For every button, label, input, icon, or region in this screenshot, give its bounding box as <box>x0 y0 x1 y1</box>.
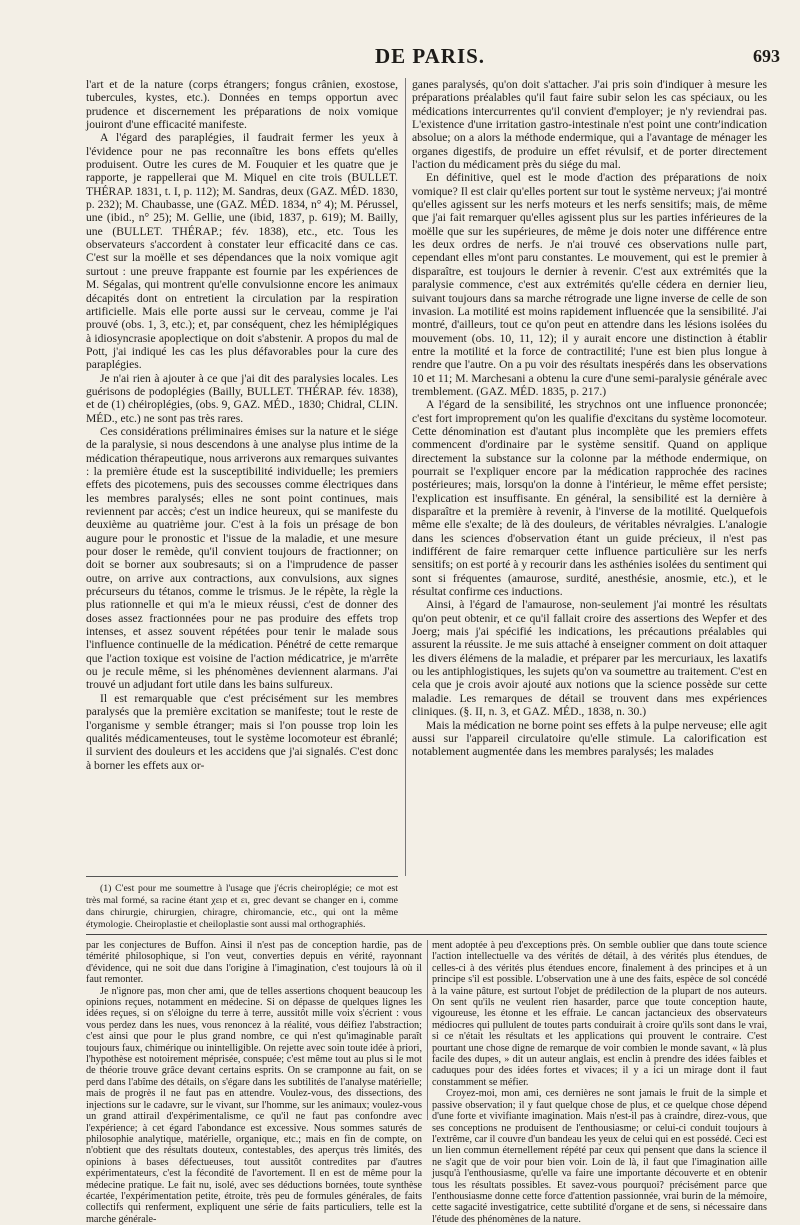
page-header <box>80 44 780 68</box>
paragraph: Ces considérations préliminaires émises sur la nature et le siége de la paralysie, si nous descendons à une analyse plus intime de la médication thérapeutique, nous arriverons aux remarques suivantes : la première étude est la susceptibilité individuelle; les premiers effets des picotemens, puis des secousses comme électriques dans les membres paralysés; elles ne sont point continues, mais reviennent par accès; c'est un indice heureux, qui se manifeste du deuxième au quatrième jour. C'est à la fois un présage de bon augure pour le pronostic et l'issue de la maladie, et une mesure pour doser le remède, qu'il convient toujours de fractionner; on doit se borner aux soubresauts; si on a l'imprudence de passer outre, on arrive aux contractions, aux convulsions, aux signes précurseurs du tétanos, comme le trismus. Je le répète, la règle la plus rationnelle et qui m'a le mieux réussi, c'est de donner des doses assez fractionnées pour ne pas produire des effets trop intenses, et assez souvent répétées pour tenir le malade sous l'influence continuelle de la médication. Pénétré de cette remarque que l'action toxique est voisine de l'action médicatrice, je m'arrête ou je recule même, si les phénomènes deviennent alarmans. J'ai trouvé un adjudant fort utile dans les bains sulfureux. <box>86 424 398 692</box>
paragraph: En définitive, quel est le mode d'action des préparations de noix vomique? Il est clair qu'elles portent sur tout le système nerveux; j'ai montré qu'elles agissent sur les nerfs moteurs et les nerfs sensitifs; mais, de même que j'ai fait remarquer qu'elles agissent plus sur les parties inférieures de la moëlle que sur les supérieures, de même je dois noter une différence entre les deux ordres de nerfs. Je n'ai trouvé ces observations nulle part, cependant elles m'ont paru constantes. Le mouvement, qui est le premier à disparaître, est toujours le dernier à revenir. C'est aux extrémités que la paralysie commence, c'est aux extrémités qu'elle cédera en dernier lieu, suivant toujours dans sa marche rétrograde une ligne inverse de celle de son invasion. La motilité est moins rapidement influencée que la sensibilité. J'ai montré, d'ailleurs, tout ce qu'on peut en attendre dans les lésions isolées du mouvement (obs. 10, 11, 12); il y aurait encore une distinction à établir entre la motilité et la force de contractilité; l'une est bien plus longue à rendre que l'autre. On a pu voir des résultats inespérés dans les observations 10 et 11; M. Marchesani a obtenu la cure d'une semi-paralysie générale avec tremblement. (GAZ. MÉD. 1835, p. 217.) <box>412 171 767 398</box>
column-left-upper <box>86 78 398 878</box>
paragraph: Croyez-moi, mon ami, ces dernières ne sont jamais le fruit de la simple et passive observation; il y faut quelque chose de plus, et ce quelque chose dépend d'une forte et vivifiante imagination. Mais n'est-il pas à craindre, direz-vous, que ses conceptions ne produisent de l'enthousiasme; or celui-ci conduit toujours à l'extrême, car il couvre d'un bandeau les yeux de celui qui en est possédé. Ceci est un lien commun éternellement répété par ceux qui pensent que dans la science il ne s'agit que de voir pour bien voir. Loin de là, il faut que l'imagination aille jusqu'à l'enthousiasme, qu'elle va faire une importante découverte et en obtenir tous les résultats possibles. Et savez-vous pourquoi? précisément parce que l'enthousiasme donne cette force d'attention passionnée, vrai burin de la mémoire, cette sagacité investigatrice, cette subtilité d'organe et de sens, si nécessaire dans l'étude des phénomènes de la nature. <box>432 1088 767 1225</box>
column-divider <box>427 940 428 1120</box>
footnote <box>86 883 398 929</box>
paragraph: Je n'ignore pas, mon cher ami, que de telles assertions choquent beaucoup les opinions reçues, notamment en médecine. Si on dépasse de quelques lignes les idées reçues, si on s'éloigne du terre à terre, aussitôt mille voix s'écrient : vous vous perdez dans les nues, vous renoncez à la réalité, vous déifiez l'abstraction; c'est ainsi que pour le plus grand nombre, ce qui n'est qu'imaginable paraît toujours faux, chimérique ou inintelligible. On rejette avec soin toute idée à priori, l'hypothèse est notoirement méprisée, conspuée; c'est même tout au plus si le mot de théorie trouve grâce devant certains esprits. On se cramponne au fait, on se perd dans l'abîme des détails, on s'égare dans les subtilités de l'analyse matérielle; mais de progrès il ne faut pas en attendre. Voulez-vous, des dissections, des injections sur le cadavre, sur le vivant, sur l'homme, sur les animaux; voulez-vous un grand attirail d'expérimentalisme, ce qu'il ne faut pas confondre avec l'expérience; à cet égard l'abondance est excessive. Nous sommes saturés de philosophie analytique, matérielle, organique, etc.; mais en fin de compte, on n'obtient que des résultats douteux, contestables, des aperçus très limités, des opinions à bases défectueuses, tout aussitôt contredites par d'autres expérimentateurs, c'est la fécondité de l'avortement. Il en est de même pour la médecine pratique. Le fait nu, isolé, avec ses déductions bornées, toute synthèse écartée, l'expérimentation petite, étroite, très peu de formules générales, de faits collectifs qui renferment, expliquent une série de faits particuliers, telle est la marche générale- <box>86 985 422 1225</box>
column-right-lower <box>432 940 767 1225</box>
paragraph: Il est remarquable que c'est précisément sur les membres paralysés que la première excitation se manifeste; tout le reste de l'organisme y semble étranger; mais si l'on pousse trop loin les qualités médicamenteuses, tout le système locomoteur est ébranlé; il survient des douleurs et les accidens que j'ai signalés. C'est donc à borner les effets aux or- <box>86 691 398 772</box>
paragraph: ganes paralysés, qu'on doit s'attacher. J'ai pris soin d'indiquer à mesure les préparations préalables qu'il faut faire subir selon les cas spéciaux, ou les médications intercurrentes qu'il convient d'employer; je n'y reviendrai pas. L'existence d'une irritation gastro-intestinale n'est point une contr'indication absolue; on a alors la méthode endermique, qui a l'avantage de ménager les organes digestifs, de produire un effet révulsif, et de porter directement l'action du médicament près du siége du mal. <box>412 78 767 172</box>
paragraph: A l'égard des paraplégies, il faudrait fermer les yeux à l'évidence pour ne pas reconnaître les bons effets qu'elles produisent. Outre les cures de M. Fouquier et les quatre que je rapporte, je rappellerai que M. Miquel en cite trois (BULLET. THÉRAP. 1831, t. I, p. 112); M. Sandras, deux (GAZ. MÉD. 1830, p. 232); M. Chaubasse, une (GAZ. MÉD. 1834, n° 4); M. Pérussel, une (ibid., n° 25); M. Gellie, une (ibid, 1837, p. 619); M. Bailly, une (BULLET. THÉRAP.; fév. 1838), etc., etc. Tous les observateurs s'accordent à constater leur efficacité dans ce cas. C'est sur la moëlle et ses dépendances que la noix vomique agit surtout : une preuve frappante est fournie par les expériences de M. Ségalas, qui montrent qu'elle convulsionne encore les animaux décapités dont on entretient la circulation par la respiration artificielle. Mais elle porte aussi sur le cerveau, comme je l'ai prouvé (obs. 1, 3, etc.); et, par conséquent, chez les hémiplégiques à idiosyncrasie apoplectique on doit s'abstenir. A propos du mal de Pott, j'ai indiqué les cas les plus défavorables pour la cure des paraplégies. <box>86 131 398 372</box>
running-title: DE PARIS. <box>374 44 486 68</box>
section-rule <box>86 934 767 935</box>
paragraph: ment adoptée à peu d'exceptions près. On semble oublier que dans toute science l'action intellectuelle va des vérités de détail, à des vérités plus étendues, de celles-ci à des vérités plus étendues encore, finalement à des principes et à un principe s'il est possible. L'observation une à une des faits, espèce de sol concédé à la vaine pâture, est surtout l'objet de prédilection de la plupart de nos auteurs. On sent qu'ils ne veulent rien hasarder, parce que toute conception haute, vigoureuse, les étonne et les effraie. Le cancan jactancieux des observateurs médiocres qui pullulent de toutes parts conduirait à croire qu'ils sont dans le vrai, si ce n'était les résultats et les applications qui prouvent le contraire. C'est pourtant une chose digne de remarque de voir combien le monde savant, « là plus facile des dupes, » dit un auteur anglais, est enclin à prendre des idées faibles et caduques pour des idées fortes et vivaces; il y a ici un mirage dont il faut constamment se méfier. <box>432 940 767 1088</box>
footnote-text: (1) C'est pour me soumettre à l'usage que j'écris cheiroplégie; ce mot est très mal formé, sa racine étant χειρ et ει, grec devant se changer en i, comme dans chirurgie, chirurgien, chiragre, chiromancie, etc., qui ont la même étymologie. Cheiroplastie et cheiloplastie sont aussi mal orthographiés. <box>86 883 398 930</box>
paragraph: Ainsi, à l'égard de l'amaurose, non-seulement j'ai montré les résultats qu'on peut obtenir, et ce qu'il fallait croire des assertions des Wepfer et des Joerg; mais j'ai spécifié les indications, les précautions préalables qui assurent la réussite. Je me suis attaché à enseigner comment on doit attaquer les divers élémens de la maladie, et préparer par les mercuriaux, les laxatifs ou les antiphlogistiques, les sujets qu'on va soumettre au traitement. C'est en cela que je crois avoir ajouté aux notions que la science possède sur cette maladie. Les remarques de détail se trouvent dans mes expériences cliniques. (§. II, n. 3, et GAZ. MÉD., 1838, n. 30.) <box>412 598 767 719</box>
paragraph: A l'égard de la sensibilité, les strychnos ont une influence prononcée; c'est fort improprement qu'on les qualifie d'excitans du système locomoteur. Cette dénomination est d'autant plus incomplète que les premiers effets commencent d'ordinaire par le système sensitif. Quand on applique directement la substance sur la colonne par la méthode endermique, on pourrait se l'expliquer encore par la médication rapprochée des racines postérieures; mais, lorsqu'on la donne à l'intérieur, le même effet persiste; l'explication est insuffisante. En général, la sensibilité est la dernière à disparaître et la première à revenir, à l'inverse de la motilité. Quelquefois même elle s'exalte; de là des douleurs, de véritables névralgies. L'analogie dans les sciences d'observation étant un guide précieux, il n'est pas indifférent de faire remarquer cette influence particulière sur les nerfs sensitifs; on est porté à y recourir dans les asthénies isolées du sentiment qui sont si fréquentes (amaurose, surdité, anesthésie, anosmie, etc.), et le résultat confirme ces inductions. <box>412 398 767 599</box>
column-right-upper <box>412 78 767 878</box>
paragraph: par les conjectures de Buffon. Ainsi il n'est pas de conception hardie, pas de témérité philosophique, si l'on veut, converties depuis en vérité, rayonnant d'évidence, qui ne soit due dans l'origine à l'imagination, c'est toujours là où il faut remonter. <box>86 940 422 986</box>
column-divider <box>405 78 406 876</box>
page-number: 693 <box>753 46 780 66</box>
paragraph: l'art et de la nature (corps étrangers; fongus crânien, exostose, tubercules, kystes, etc.). Données en temps opportun avec prudence et discernement les préparations de noix vomique jouiront d'une efficacité manifeste. <box>86 78 398 132</box>
column-left-lower <box>86 940 422 1225</box>
paragraph: Mais la médication ne borne point ses effets à la pulpe nerveuse; elle agit aussi sur l'appareil circulatoire qu'elle stimule. La calorification est notablement augmentée dans les membres paralysés; les malades <box>412 718 767 759</box>
footnote-rule <box>86 876 398 877</box>
paragraph: Je n'ai rien à ajouter à ce que j'ai dit des paralysies locales. Les guérisons de podoplégies (Bailly, BULLET. THÉRAP. fév. 1838), et de (1) chéiroplégies, (obs. 9, GAZ. MÉD., 1830; Chidral, CLIN. MÉD., etc.) ne sont pas très rares. <box>86 371 398 425</box>
